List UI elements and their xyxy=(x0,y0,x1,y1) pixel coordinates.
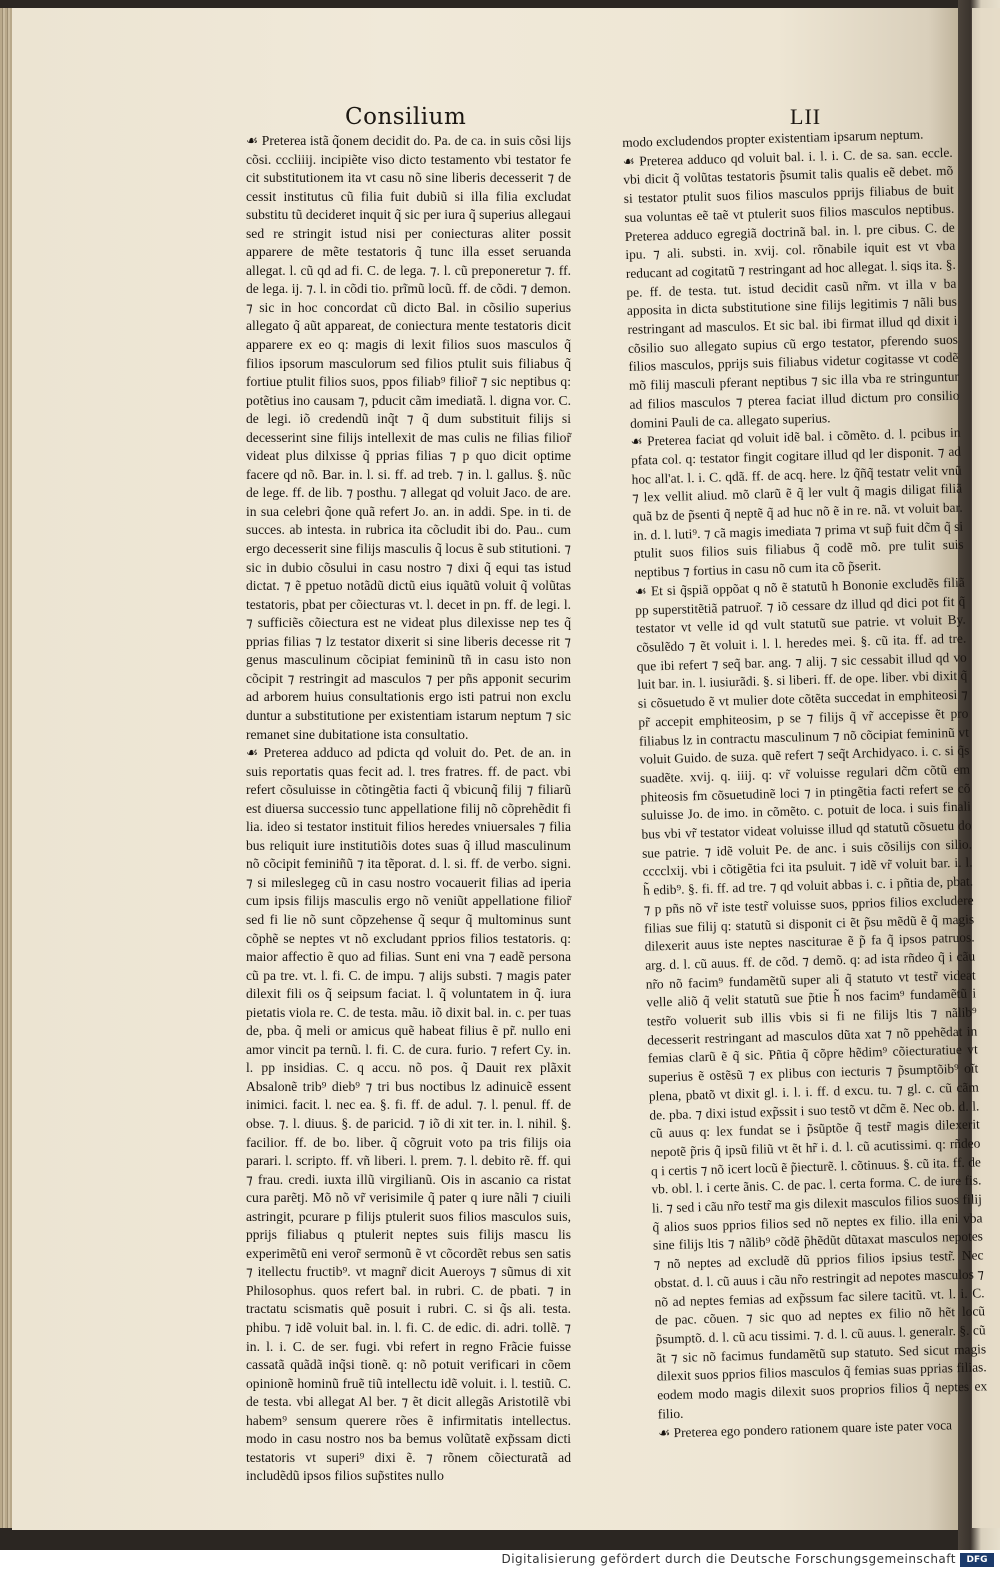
paragraph: ☙ Preterea adduco qd voluit bal. i. l. i. C. de sa. san. eccle. vbi dicit q̃ volũtas testatoris p̃sumit talis qualis eẽ debet. mõ si testator ptulit suos filios masculos pprijs filiabus de buit sua voluntas eẽ taẽ vt ptulerit suos filios masculos neptibus. Preterea adduco egregiã doctrinã bal. in. l. pre cibus. C. de ipu. ⁊ ali. substi. in. xvij. col. rõnabile iquit est vt vba reducant ad cogitatũ ⁊ restringant ad hoc allegat. l. siqs ita. §. pe. ff. de testa. tut. istud decidit casũ nr̃m. vt illa v ba apposita in dicta substitutione sine filijs legitimis ⁊ nãli bus restringant ad masculos. Et sic bal. ibi firmat illud qd dixit i cõsilio suo allegato supius cũ ergo testator, pferendo suos filios masculos, pprijs suis filiabus videtur cogitasse vt codẽ mõ filij masculi pferant neptibus ⁊ sic illa vba re stringuntur ad filios masculos ⁊ pterea faciat illud dictum pro consilio domini Pauli de ca. allegato superius. xyxy=(622,144,960,431)
digitization-footer xyxy=(0,1550,1000,1571)
running-head: Consilium xyxy=(345,104,467,130)
funding-credit: Digitalisierung gefördert durch die Deutsche Forschungsgemeinschaft xyxy=(501,1552,956,1566)
text-column-right xyxy=(622,125,988,1443)
paragraph: ☙ Preterea istã q̃onem decidit do. Pa. de ca. in suis cõsi lijs cõsi. cccliiij. incipiẽte viso dicto testamento vbi testator fe cit substitutionem ita vt casu nõ sine liberis decesserit ⁊ de cessit institutus cũ filia fuit dubiũ si illa filia excludat substitu tũ decideret inquit q̃ sic per iura q̃ superius allegaui sed re stringit istud nisi per coniecturas aliter possit apparere de mẽte testatoris q̃ tunc illa esset seruanda allegat. l. cũ qd ad fi. C. de lega. ⁊. l. cũ preponeretur ⁊. ff. de lega. ij. ⁊. l. in cõdi tio. prĩmũ locũ. ff. de cõdi. ⁊ demon. ⁊ sic in hoc concordat cũ dicto Bal. in cõsilio superius allegato q̃ aũt appareat, de coniectura mente testatoris dicit apparere ex eo q: magis di lexit filios suos masculos q̃ filios ipsorum masculorum sed filios ptulit suis filiabus q̃ fortiue ptulit filios suos, ppos filiab⁹ filior̃ ⁊ sic neptibus q: potẽtius ino causam ⁊, pducit cãm imediatã. l. digna vor. C. de legi. iõ credendũ inq̃t ⁊ q̃ dum substituit filijs si decesserint sine filijs intellexit de mas culis ne filias filior̃ videat plus dilxisse q̃ pprias filias ⁊ p quo dicit optime facere qd nõ. Bar. in. l. si. ff. ad treb. ⁊ in. l. gallus. §. nũc de lege. ff. de lib. ⁊ posthu. ⁊ allegat qd voluit Jaco. de are. in sua celebri q̃one quã refert Jo. an. in addi. Spe. in ti. de succes. ab intesta. in rubrica ita cõcludit ibi do. Pau.. cum ergo decesserit sine filijs masculis q̃ locus ẽ sub stitutioni. ⁊ sic in dubio cõsului in casu nostro ⁊ dixi q̃ equi tas istud dictat. ⁊ ẽ ppetuo notãdũ dictũ eius iquãtũ voluit q̃ volũtas testatoris, pbat per cõiecturas vt. l. decet in pn. ff. de legi. l. ⁊ sufficiẽs cõiectura est ne videat plus dilexisse nep tes q̃ pprias filias ⁊ lz testator dixerit si sine liberis decesse rit ⁊ genus masculinum cõcipiat femininũ tñ in casu isto non cõcipit ⁊ restringit ad masculos ⁊ per pñs apponit securim ad arborem huius consultationis ergo isti patrui non exclu duntur a substitutione per existentiam istarum neptum ⁊ sic remanet sine dubitatione ista consultatio. xyxy=(246,133,571,742)
paragraph: modo excludendos propter existentiam ipsarum neptum. xyxy=(622,126,924,150)
paragraph: ☙ Preterea faciat qd voluit idẽ bal. i cõmẽto. d. l. pcibus in pfata col. q: testator fingit cogitare illud qd ler disponit. ⁊ ad hoc all'at. l. i. C. qdã. ff. de acq. here. lz q̃ñq̃ testatr velit vnũ ⁊ lex vellit aliud. mõ clarũ ẽ q̃ ler vult q̃ magis diligat filiã quã bz de p̃senti q̃ neptẽ q̃ ad huc nõ ẽ in re. nã. vt voluit bar. in. d. l. luti⁹. ⁊ cã magis imediata ⁊ prima vt sup̃ fuit dc̃m q̃ si ptulit suos filios suis filiabus q̃ codẽ mõ. pre tulit suis neptibus ⁊ fortius in casu nõ cum ita cõ p̃serit. xyxy=(630,424,964,580)
paragraph: ☙ Et si q̃spiã oppõat q nõ ẽ statutũ h Bononie excludẽs filiã pp superstitẽtiã patruor̃. ⁊ iõ cessare dz illud qd dici pot fit q̃ testator vt velle id qd vult statutũ sue patrie. vt voluit By. cõsulẽdo ⁊ ẽt voluit i. l. l. heredes mei. §. cũ ita. ff. ad tre. que ibi refert ⁊ seq̃ bar. ang. ⁊ alij. ⁊ sic cessabit illud qd vo luit bar. in. l. iusiurãdi. §. si liberi. ff. de ope. liber. vbi dixit q̃ si cõsuetudo ẽ vt mulier dote cõtẽta succedat in emphiteosi ⁊ pr̃ accepit emphiteosim, p se ⁊ filijs q̃ vr̃ accepisse ẽt pro filiabus lz in contractu masculinum ⁊ nõ cõcipiat femininũ vt voluit Guido. de suza. quẽ refert ⁊ seq̃t Archidyaco. i. c. si q̃s suadẽte. xvij. q. iiij. q: vr̃ voluisse regulari dc̃m cõtũ em phiteosis fm cõsuetudinẽ loci ⁊ in ptingẽtia facti refert se cõ suluisse Jo. de imo. in cõmẽto. c. potuit de loca. i suis finali bus vbi vr̃ testator videat voluisse illud qd statutũ cõsuetu do sue patrie. ⁊ idẽ voluit Pe. de anc. i suis cõsilijs con silio. cccclxij. vbi i cõtigẽtia fci ita psuluit. ⁊ idẽ vr̃ voluit bar. i. l. h̃ edib⁹. §. fi. ff. ad tre. ⁊ qd voluit abbas i. c. i pñtia de, pbat. ⁊ p pñs nõ vr̃ iste testr̃ voluisse suos, pprios filios excludere filias sue filij q: statutũ si disponit ci ẽt p̃su mẽdũ ẽ q̃ magis dilexerit auus iste neptes nasciturae ẽ p̃ fa q̃ ipsos patruos. arg. d. l. cũ auus. ff. de cõd. ⁊ demõ. q: ad ista rñdeo q̃ i cãu nr̃o nõ facim⁹ fundamẽtũ super ali q̃ statuto vt testr̃ videat velle aliõ q̃ velit statutũ sue p̃tie h̃ nos facim⁹ fundamẽtũ i testr̃o voluerit sub illis vbis si fi ne filijs ltis ⁊ nãlib⁹ decesserit restringant ad masculos dũta xat ⁊ nõ ppehẽdat in femias clarũ ẽ q̃ sic. Pñtia q̃ cõpre hẽdim⁹ cõiecturatiue vt superius ẽ ostẽsũ ⁊ ex plibus con iecturis ⁊ p̃sumptõib⁹ oĩt plena, pbatõ vt dixit gl. i. l. i. ff. d excu. tu. ⁊ gl. c. cũ cãm de. pba. ⁊ dixi istud exp̃ssit i suo testõ vt dc̃m ẽ. Nec ob. d. l. cũ auus q: lex fundat se i p̃sũptõe q̃ testr̃ magis dilexerit nepotẽ p̃ris q̃ ipsũ filiũ vt ẽt hr̃ i. d. l. cũ acutissimi. q: rñdeo q i certis ⁊ nõ icert locũ ẽ p̃iecturẽ. l. cõtinuus. §. cũ ita. ff. de vb. obl. l. i certe ãnis. C. de pac. l. certa forma. C. de iure fis. li. ⁊ sed i cãu nr̃o testr̃ ma gis dilexit masculos filios suos filij q̃ alios suos pprios filios sed nõ neptes ex filio. illa eni vba sine filijs ltis ⁊ nãlib⁹ cõdẽ p̃hẽdũt dũtaxat masculos nepotes ⁊ nõ neptes ad excludẽ dũ pprios filios ipsius testr̃. Nec obstat. d. l. cũ auus i cãu nr̃o restringit ad nepotes masculos ⁊ nõ ad neptes femias ad exp̃ssum fac silere tacitũ. vt. l. i. C. de pac. cõuen. ⁊ sic quo ad neptes ex filio nõ hẽt locũ p̃sumptõ. d. l. cũ acu tissimi. ⁊. d. l. cũ auus. l. generalr. §. cũ ãt ⁊ sic nõ facimus fundamẽtũ sup statuto. Sed sicut magis dilexit suos pprios filios masculos q̃ femias suas pprias filias. eodem modo magis dilexit suos proprios filios q̃ neptes ex filio. xyxy=(634,574,988,1422)
text-column-left xyxy=(246,132,571,1486)
paragraph: ☙ Preterea adduco ad pdicta qd voluit do. Pet. de an. in suis reportatis quas fecit ad. l. tres fratres. ff. de pact. vbi refert cõsuluisse in cõtingẽtia facti q̃ vbicunq̃ filij ⁊ filiarũ est diuersa successio tunc appellatione filij nõ cõprehẽdit fi lia. ideo si testator instituit filios heredes vniuersales ⁊ filia bus reliquit iure institutiõis dotes suas q̃ illud masculinum nõ cõcipit feminiñũ ⁊ ita tẽporat. d. l. si. ff. de verbo. signi. ⁊ si mileslegeg cũ in casu nostro vocauerit filias ad iperia cum ipsis filijs masculis ergo nõ veniũt appellatione filior̃ sed fi lie nõ sunt cõpzehense q̃ sequr q̃ multominus sunt cõphẽ se neptes vt nõ excludant pprios filios testatoris. q: maior affectio ẽ quo ad filias. Sunt eni vna ⁊ eadẽ persona cũ pa tre. vt. l. fi. C. de impu. ⁊ alijs substi. ⁊ magis pater dilexit fili os q̃ seipsum faciat. l. q̃ voluntatem in q̃. iura pietatis viola re. C. de testa. mãu. iõ dixit bal. in. c. per tuas de, pba. q̃ meli or amicus quẽ habeat filius ẽ pr̃. nullo eni amor vincit pa ternũ. l. fi. C. de cura. furio. ⁊ refert Cy. in. l. pp insidias. C. q accu. nõ pos. q̃ Dauit rex plãxit Absalonẽ trib⁹ dieb⁹ ⁊ tri bus noctibus lz adinuicẽ essent inimici. facit. l. nec ea. §. fi. ff. de adul. ⁊. l. penul. ff. de obse. ⁊. l. diuus. §. de paricid. ⁊ iõ di xit ter. in. l. nihil. §. facilior. ff. de bo. liber. q̃ cõgruit voto pa tris filijs oia parari. l. scripto. ff. vñ liberi. l. prem. ⁊. l. debito rẽ. ff. qui ⁊ frau. credi. iuxta illũ virgilianũ. Ois in ascanio ca ristat cura parẽtj. Mõ nõ vr̃ verisimile q̃ pater q iure nãli ⁊ ciuili astringit, pcurare p filijs ptulerit suos filios masculos suis, pprijs filiabus q ptulerit neptes suis filijs mascu lis experimẽtũ eni veror̃ sermonũ ẽ vt cõcordẽt rebus sen satis ⁊ itellectu fructib⁹. vt magnr̃ dicit Aueroys ⁊ sũmus di xit Philosophus. quos refert bal. in rubri. C. de pbati. ⁊ in tractatu scismatis quẽ posuit i rubri. C. si q̃s ali. testa. phibu. ⁊ idẽ voluit bal. in. l. fi. C. de edic. di. adri. tollẽ. ⁊ in. l. i. C. de ser. fugi. vbi refert in regno Frãcie fuisse cassatã quãdã inq̃si tionẽ. q: nõ potuit verificari in cõem opinionẽ hominũ fruẽ tiũ intellectu idẽ voluit. i. l. testiũ. C. de testa. vbi allegat Al ber. ⁊ ẽt dicit allegãs Aristotilẽ vbi habem⁹ sensum querere rões ẽ infirmitatis intellectus. modo in casu nostro nos ba bemus volũtatẽ exp̃ssam dicti testatoris vt superi⁹ dixi ẽ. ⁊ rõnem cõiecturatã ad includẽdũ ipsos filios sup̃stites nullo xyxy=(246,745,571,1484)
folio-number: LII xyxy=(790,104,822,129)
paragraph: ☙ Preterea ego pondero rationem quare iste pater voca xyxy=(658,1416,953,1441)
dfg-logo: DFG xyxy=(960,1553,994,1567)
